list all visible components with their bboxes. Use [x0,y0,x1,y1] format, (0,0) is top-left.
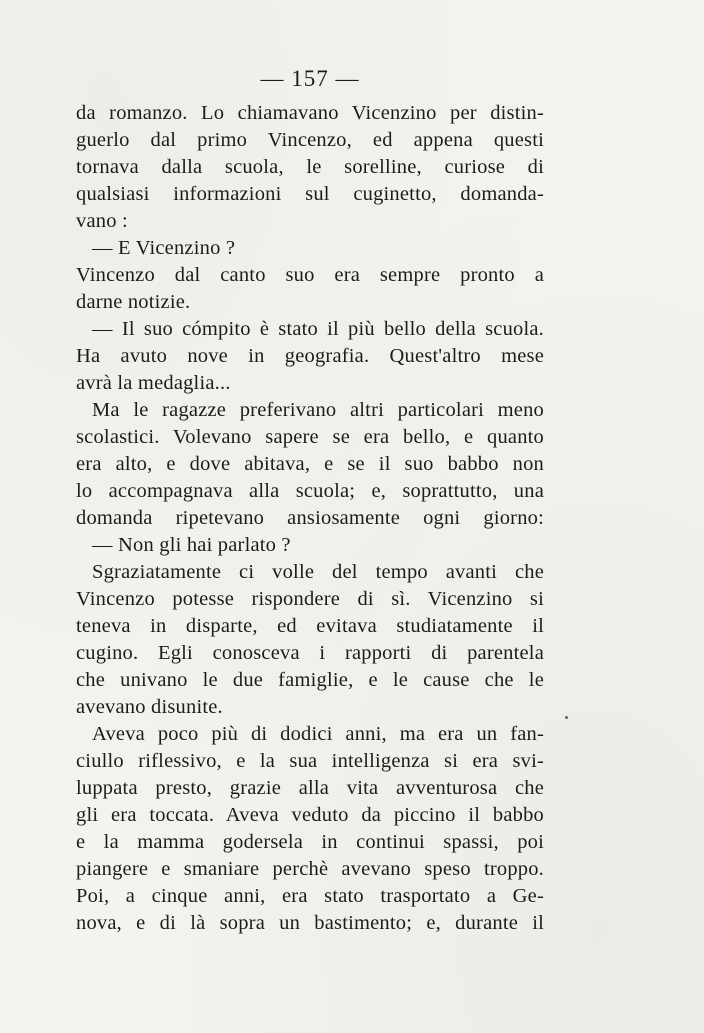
text-line: qualsiasi informazioni sul cuginetto, domanda- [76,183,544,205]
text-line: teneva in disparte, ed evitava studiatamente il [76,615,544,637]
text-line: ciullo riflessivo, e la sua intelligenza si era svi- [76,750,544,772]
text-line: e la mamma godersela in continui spassi, poi [76,831,544,853]
body-text [76,100,544,937]
text-line: scolastici. Volevano sapere se era bello, e quanto [76,426,544,448]
text-line: vano : [76,210,128,232]
text-line: cugino. Egli conosceva i rapporti di parentela [76,642,544,664]
text-line: da romanzo. Lo chiamavano Vicenzino per distin- [76,102,544,124]
text-line: era alto, e dove abitava, e se il suo babbo non [76,453,544,475]
paper-speck [565,716,568,719]
text-line: nova, e di là sopra un bastimento; e, durante il [76,912,544,934]
text-line: piangere e smaniare perchè avevano speso troppo. [76,858,544,880]
text-line: avevano disunite. [76,696,223,718]
text-line: Sgraziatamente ci volle del tempo avanti che [92,561,544,583]
text-line: Ha avuto nove in geografia. Quest'altro mese [76,345,544,367]
text-line: Poi, a cinque anni, era stato trasportato a Ge- [76,885,544,907]
text-line: Vincenzo potesse rispondere di sì. Vicenzino si [76,588,544,610]
text-line: — E Vicenzino ? [92,237,236,259]
text-line: avrà la medaglia... [76,372,231,394]
text-line: darne notizie. [76,291,191,313]
page-number: — 157 — [260,66,360,91]
text-line: che univano le due famiglie, e le cause che le [76,669,544,691]
text-line: — Non gli hai parlato ? [92,534,291,556]
text-line: Ma le ragazze preferivano altri particolari meno [92,399,544,421]
text-line: guerlo dal primo Vincenzo, ed appena questi [76,129,544,151]
text-line: lo accompagnava alla scuola; e, soprattutto, una [76,480,544,502]
text-line: tornava dalla scuola, le sorelline, curiose di [76,156,544,178]
text-line: gli era toccata. Aveva veduto da piccino il babbo [76,804,544,826]
text-line: Aveva poco più di dodici anni, ma era un fan- [92,723,544,745]
text-line: luppata presto, grazie alla vita avventurosa che [76,777,544,799]
text-line: domanda ripetevano ansiosamente ogni giorno: [76,507,544,529]
text-line: Vincenzo dal canto suo era sempre pronto a [76,264,544,286]
text-line: — Il suo cómpito è stato il più bello della scuola. [92,318,544,340]
